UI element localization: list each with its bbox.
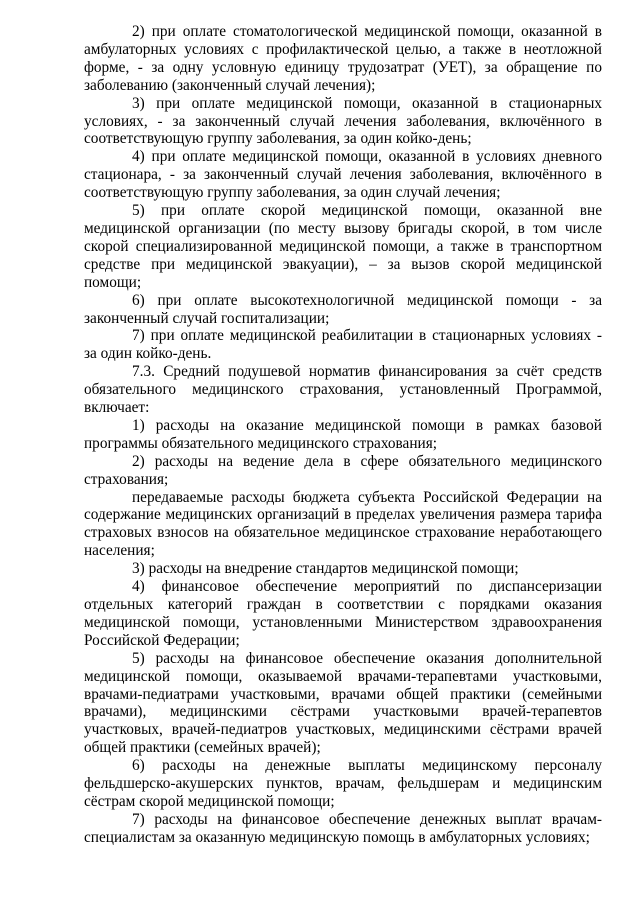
paragraph-rehabilitation: 7) при оплате медицинской реабилитации в стационарных условиях - за один койко-день. [84,327,602,363]
paragraph-specialist-payments: 7) расходы на финансовое обеспечение денежных выплат врачам-специалистам за оказанную медицинскую помощь в амбулаторных условиях; [84,810,602,846]
paragraph-feldsher-payments: 6) расходы на денежные выплаты медицинскому персоналу фельдшерско-акушерских пунктов, врачам, фельдшерам и медицинским сёстрам скорой медицинской помощи; [84,757,602,810]
document-page [84,23,602,847]
paragraph-transferred-expenses: передаваемые расходы бюджета субъекта Российской Федерации на содержание медицинских организаций в пределах увеличения размера тарифа страховых взносов на обязательное медицинское страхование неработающего населения; [84,488,602,560]
paragraph-dental-care: 2) при оплате стоматологической медицинской помощи, оказанной в амбулаторных условиях с профилактической целью, а также в неотложной форме, - за одну условную единицу трудозатрат (УЕТ), за обращение по заболеванию (законченный случай лечения); [84,23,602,94]
paragraph-additional-care: 5) расходы на финансовое обеспечение оказания дополнительной медицинской помощи, оказываемой врачами-терапевтами участковыми, врачами-педиатрами участковыми, врачами общей практики (семейными врачами), медицинскими сёстрами участковыми врачей-терапевтов участковых, врачей-педиатров участковых, медицинскими сёстрами врачей общей практики (семейных врачей); [84,649,602,757]
paragraph-standards: 3) расходы на внедрение стандартов медицинской помощи; [132,560,519,578]
paragraph-high-tech-care: 6) при оплате высокотехнологичной медицинской помощи - за законченный случай госпитализации; [84,291,602,327]
paragraph-day-hospital: 4) при оплате медицинской помощи, оказанной в условиях дневного стационара, - за законченный случай лечения заболевания, включённого в соответствующую группу заболевания, за один случай лечения; [84,148,602,202]
paragraph-inpatient-care: 3) при оплате медицинской помощи, оказанной в стационарных условиях, - за законченный случай лечения заболевания, включённого в соответствующую группу заболевания, за один койко-день; [84,94,602,148]
paragraph-medical-examination: 4) финансовое обеспечение мероприятий по диспансеризации отдельных категорий граждан в соответствии с порядками оказания медицинской помощи, установленными Министерством здравоохранения Российской Федерации; [84,578,602,649]
paragraph-ambulance: 5) при оплате скорой медицинской помощи, оказанной вне медицинской организации (по месту вызову бригады скорой, в том числе скорой специализированной медицинской помощи, а также в транспортном средстве при медицинской эвакуации), – за вызов скорой медицинской помощи; [84,202,602,291]
paragraph-business-expenses: 2) расходы на ведение дела в сфере обязательного медицинского страхования; [84,452,602,488]
paragraph-basic-program: 1) расходы на оказание медицинской помощи в рамках базовой программы обязательного медицинского страхования; [84,416,602,452]
paragraph-section-7-3: 7.3. Средний подушевой норматив финансирования за счёт средств обязательного медицинского страхования, установленный Программой, включает: [84,363,602,417]
